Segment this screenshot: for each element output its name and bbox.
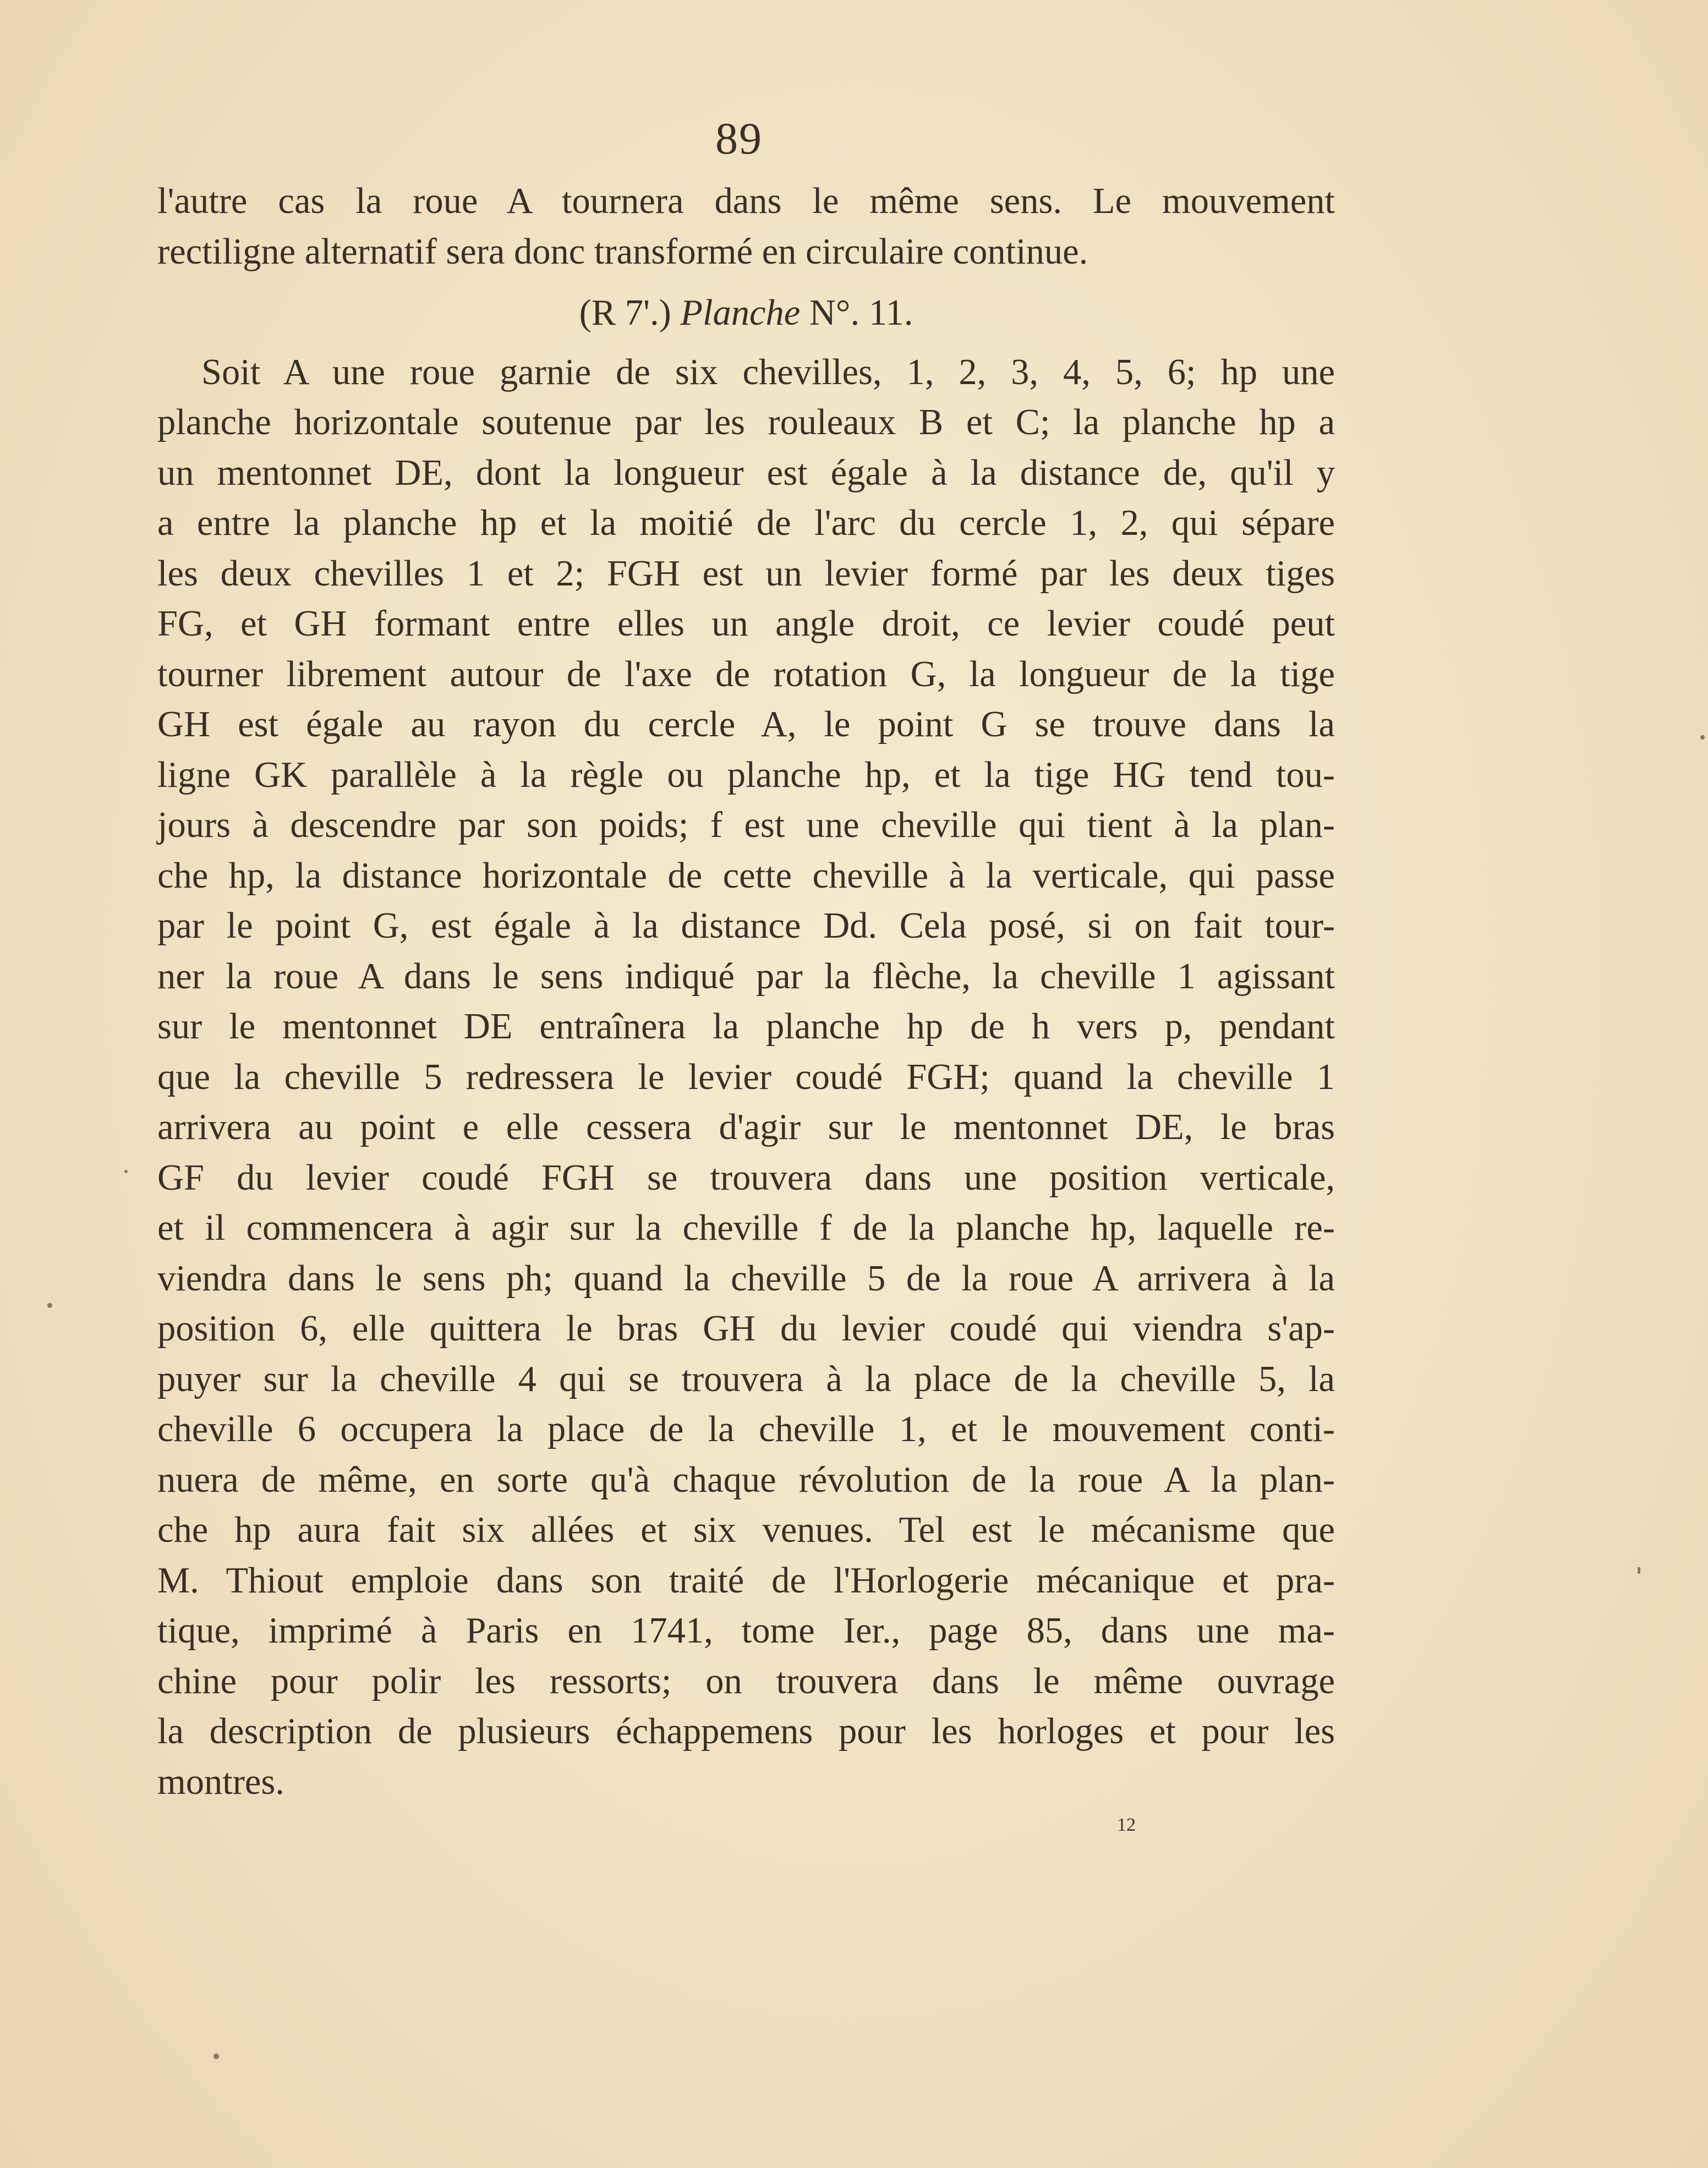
text-line: cheville 6 occupera la place de la cheville 1, et le mouvement conti- — [157, 1409, 1335, 1449]
text-line: position 6, elle quittera le bras GH du levier coudé qui viendra s'ap- — [157, 1309, 1335, 1349]
text-line: que la cheville 5 redressera le levier coudé FGH; quand la cheville 1 — [157, 1056, 1335, 1097]
page-number: 89 — [715, 113, 763, 163]
text-line: GH est égale au rayon du cercle A, le point G se trouve dans la — [157, 704, 1335, 744]
text-line: arrivera au point e elle cessera d'agir sur le mentonnet DE, le bras — [157, 1107, 1335, 1147]
body-text — [157, 176, 1335, 1807]
text-line: planche horizontale soutenue par les rouleaux B et C; la planche hp a — [157, 402, 1335, 442]
text-line: montres. — [157, 1761, 284, 1802]
text-line: un mentonnet DE, dont la longueur est égale à la distance de, qu'il y — [157, 452, 1335, 493]
text-line: ner la roue A dans le sens indiqué par la flèche, la cheville 1 agissant — [157, 956, 1335, 997]
paper-speck — [214, 2054, 219, 2059]
text-line: che hp, la distance horizontale de cette cheville à la verticale, qui passe — [157, 855, 1335, 896]
text-line: chine pour polir les ressorts; on trouvera dans le même ouvrage — [157, 1661, 1335, 1701]
text-line: Soit A une roue garnie de six chevilles, 1, 2, 3, 4, 5, 6; hp une — [201, 352, 1335, 392]
paragraph-1 — [157, 176, 1335, 277]
text-line: GF du levier coudé FGH se trouvera dans une position verticale, — [157, 1157, 1335, 1198]
paper-speck — [1700, 735, 1705, 740]
text-line: tique, imprimé à Paris en 1741, tome Ier., page 85, dans une ma- — [157, 1611, 1335, 1651]
text-line: viendra dans le sens ph; quand la cheville 5 de la roue A arrivera à la — [157, 1258, 1335, 1299]
paragraph-2 — [157, 347, 1335, 1808]
text-line: ligne GK parallèle à la règle ou planche hp, et la tige HG tend tou- — [157, 754, 1335, 795]
spacer — [157, 338, 1335, 347]
text-line: les deux chevilles 1 et 2; FGH est un levier formé par les deux tiges — [157, 553, 1335, 594]
text-line: FG, et GH formant entre elles un angle droit, ce levier coudé peut — [157, 604, 1335, 644]
paper-speck — [1638, 1567, 1640, 1574]
paper-speck — [124, 1170, 128, 1173]
text-line: la description de plusieurs échappemens pour les horloges et pour les — [157, 1711, 1335, 1751]
signature-mark: 12 — [1117, 1815, 1136, 1835]
spacer — [157, 277, 1335, 288]
text-line: sur le mentonnet DE entraînera la planche hp de h vers p, pendant — [157, 1006, 1335, 1047]
paper-speck — [47, 1303, 52, 1308]
text-line: a entre la planche hp et la moitié de l'arc du cercle 1, 2, qui sépare — [157, 503, 1335, 543]
text-line: et il commencera à agir sur la cheville f de la planche hp, laquelle re- — [157, 1208, 1335, 1248]
section-label: (R 7'.) — [579, 293, 671, 333]
text-line: puyer sur la cheville 4 qui se trouvera à la place de la cheville 5, la — [157, 1359, 1335, 1399]
plate-label: Planche — [680, 293, 801, 333]
plate-number: N°. 11. — [809, 293, 913, 333]
text-line: M. Thiout emploie dans son traité de l'Horlogerie mécanique et pra- — [157, 1560, 1335, 1601]
text-line: par le point G, est égale à la distance Dd. Cela posé, si on fait tour- — [157, 906, 1335, 946]
text-line: l'autre cas la roue A tournera dans le même sens. Le mouvement — [157, 181, 1335, 221]
text-line: tourner librement autour de l'axe de rotation G, la longueur de la tige — [157, 654, 1335, 694]
section-heading — [157, 288, 1335, 338]
text-line: nuera de même, en sorte qu'à chaque révolution de la roue A la plan- — [157, 1459, 1335, 1500]
text-line: jours à descendre par son poids; f est une cheville qui tient à la plan- — [157, 805, 1335, 845]
text-line: rectiligne alternatif sera donc transformé en circulaire continue. — [157, 231, 1088, 272]
text-line: che hp aura fait six allées et six venues. Tel est le mécanisme que — [157, 1510, 1335, 1550]
